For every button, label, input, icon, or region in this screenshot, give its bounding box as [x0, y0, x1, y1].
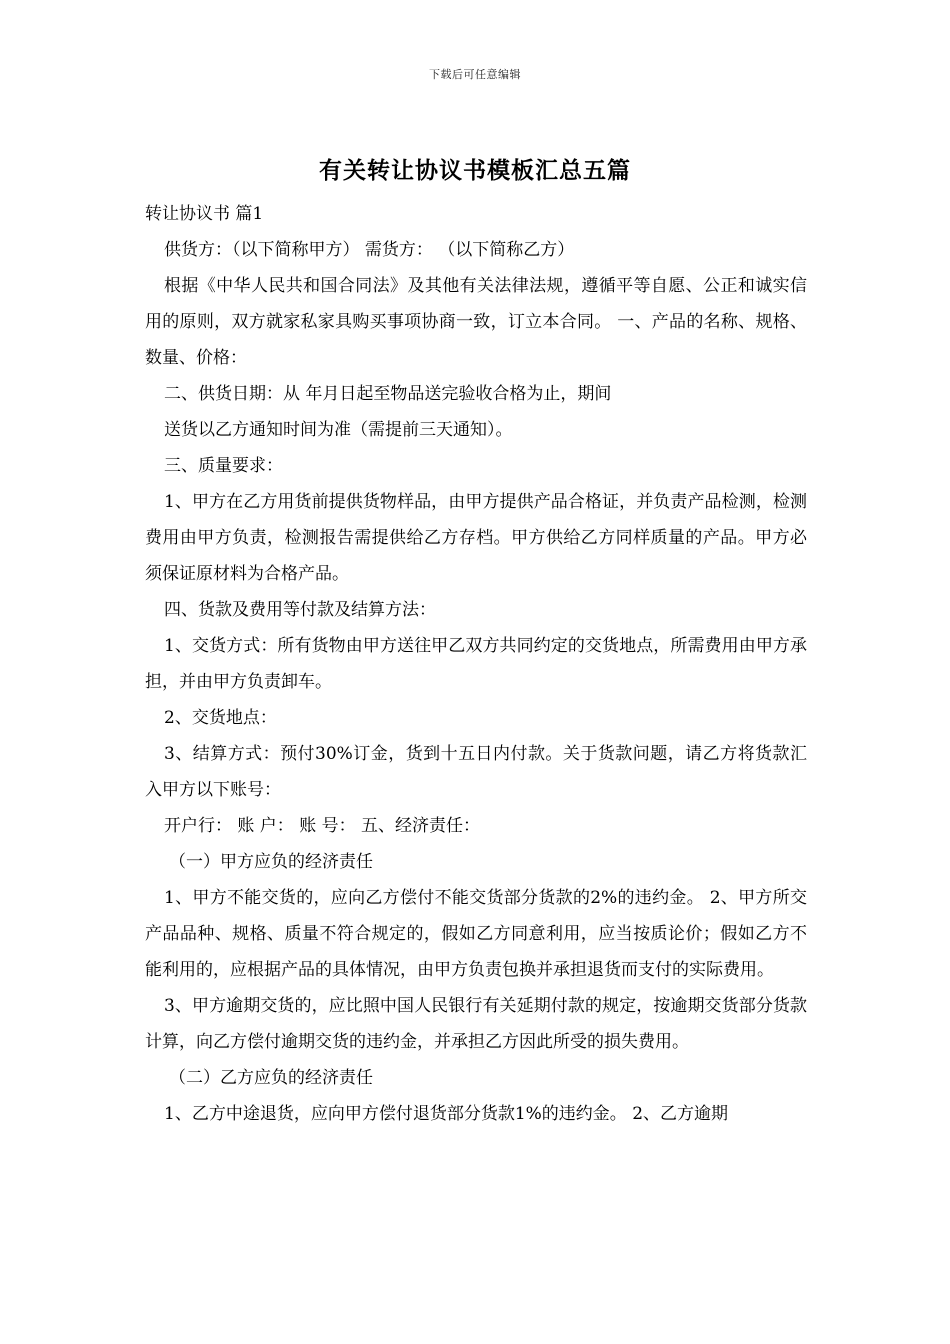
paragraph-party-a-liability-heading: （一）甲方应负的经济责任: [169, 852, 373, 872]
paragraph-party-b-liability-1: 1、乙方中途退货，应向甲方偿付退货部分货款1%的违约金。 2、乙方逾期: [164, 1104, 729, 1124]
paragraph-delivery-location: 2、交货地点：: [164, 708, 277, 728]
paragraph-payment-heading: 四、货款及费用等付款及结算方法：: [164, 600, 436, 620]
document-body: [145, 196, 807, 1132]
paragraph-party-a-liability-3: 3、甲方逾期交货的，应比照中国人民银行有关延期付款的规定，按逾期交货部分货款计算，向乙方偿付逾期交货的违约金，并承担乙方因此所受的损失费用。: [145, 996, 807, 1052]
paragraph-parties: 供货方：（以下简称甲方） 需货方： （以下简称乙方）: [164, 240, 575, 260]
paragraph-section-heading: 转让协议书 篇1: [145, 204, 264, 224]
paragraph-party-a-liability-1-2: 1、甲方不能交货的，应向乙方偿付不能交货部分货款的2%的违约金。 2、甲方所交产品品种、规格、质量不符合规定的，假如乙方同意利用，应当按质论价；假如乙方不能利用的，应根据产品的具体情况，由甲方负责包换并承担退货而支付的实际费用。: [145, 888, 807, 980]
page-header-note: 下载后可任意编辑: [429, 68, 521, 81]
paragraph-supply-date: 二、供货日期：从 年月日起至物品送完验收合格为止，期间: [164, 384, 612, 404]
paragraph-delivery-notice: 送货以乙方通知时间为准（需提前三天通知）。: [164, 420, 513, 440]
paragraph-party-b-liability-heading: （二）乙方应负的经济责任: [169, 1068, 373, 1088]
paragraph-settlement: 3、结算方式：预付30%订金，货到十五日内付款。关于货款问题，请乙方将货款汇入甲方以下账号：: [145, 744, 807, 800]
document-title: 有关转让协议书模板汇总五篇: [319, 157, 631, 184]
paragraph-quality-1: 1、甲方在乙方用货前提供货物样品，由甲方提供产品合格证，并负责产品检测，检测费用由甲方负责，检测报告需提供给乙方存档。甲方供给乙方同样质量的产品。甲方必须保证原材料为合格产品。: [145, 492, 807, 584]
paragraph-quality-heading: 三、质量要求：: [164, 456, 283, 476]
paragraph-bank-info: 开户行： 账 户： 账 号： 五、经济责任：: [164, 816, 481, 836]
paragraph-preamble: 根据《中华人民共和国合同法》及其他有关法律法规，遵循平等自愿、公正和诚实信用的原则，双方就家私家具购买事项协商一致，订立本合同。 一、产品的名称、规格、数量、价格：: [145, 276, 807, 368]
paragraph-delivery-method: 1、交货方式：所有货物由甲方送往甲乙双方共同约定的交货地点，所需费用由甲方承担，并由甲方负责卸车。: [145, 636, 807, 692]
